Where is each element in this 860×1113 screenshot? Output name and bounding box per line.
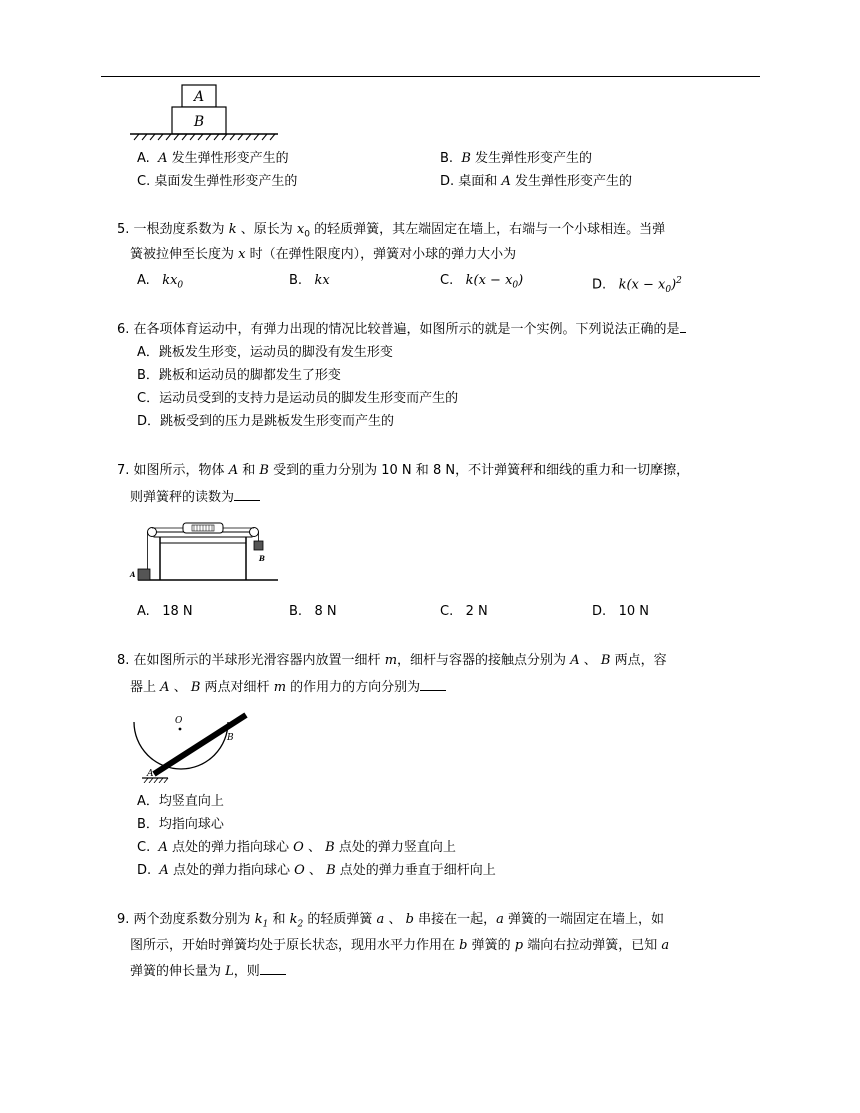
q7-option-c[interactable]: C. 2 N	[440, 604, 488, 619]
center-o-label: O	[175, 716, 183, 726]
q5-option-d[interactable]: D. $k(x - x_0)^2$	[592, 276, 682, 295]
q7-option-b[interactable]: B. 8 N	[289, 604, 337, 619]
q5-option-b[interactable]: B. kx	[289, 273, 330, 288]
q8-option-b[interactable]: B．均指向球心	[137, 817, 224, 832]
q8-option-d[interactable]: D. A 点处的弹力指向球心 O 、 B 点处的弹力垂直于细杆向上	[137, 863, 496, 878]
q6-option-d[interactable]: D．跳板受到的压力是跳板发生形变而产生的	[137, 414, 395, 429]
q6-option-c[interactable]: C．运动员受到的支持力是运动员的脚发生形变而产生的	[137, 391, 459, 406]
q7-option-a[interactable]: A. 18 N	[137, 604, 193, 619]
stacked-blocks-figure	[128, 84, 280, 144]
q7-stem-line1: 7. 如图所示，物体 A 和 B 受到的重力分别为 10 N 和 8 N，不计弹簧秤和细线的重力和一切摩擦，	[117, 463, 690, 478]
q7-option-d[interactable]: D. 10 N	[592, 604, 649, 619]
point-b-label: B	[227, 733, 234, 743]
q4-option-a[interactable]: A. A 发生弹性形变产生的	[137, 151, 289, 166]
block-a-label: A	[130, 570, 136, 579]
q9-stem-line2: 图所示，开始时弹簧均处于原长状态，现用水平力作用在 b 弹簧的 p 端向右拉动弹簧，已知 a	[130, 938, 670, 953]
q8-stem-line2: 器上 A 、 B 两点对细杆 m 的作用力的方向分别为	[130, 678, 446, 697]
q7-stem-line2: 则弹簧秤的读数为	[130, 488, 260, 507]
q5-option-a[interactable]: A. $kx_0$	[137, 273, 184, 291]
answer-blank[interactable]	[680, 320, 686, 333]
block-a-label: A	[193, 89, 205, 105]
block-b-label: B	[259, 554, 265, 563]
q6-stem: 6. 在各项体育运动中，有弹力出现的情况比较普遍，如图所示的就是一个实例。下列说法正确的是	[117, 320, 686, 339]
q6-option-b[interactable]: B．跳板和运动员的脚都发生了形变	[137, 368, 341, 383]
q6-option-a[interactable]: A．跳板发生形变，运动员的脚没有发生形变	[137, 345, 393, 360]
q8-stem-line1: 8. 在如图所示的半球形光滑容器内放置一细杆 m，细杆与容器的接触点分别为 A 、 B 两点，容	[117, 653, 667, 668]
q8-option-a[interactable]: A．均竖直向上	[137, 794, 224, 809]
hemisphere-rod-figure	[128, 708, 250, 783]
answer-blank[interactable]	[234, 488, 260, 501]
q9-stem-line1: 9. 两个劲度系数分别为 $k_1$ 和 $k_2$ 的轻质弹簧 a 、 b 串接在一起，a 弹簧的一端固定在墙上，如	[117, 912, 665, 930]
spring-scale-figure	[128, 519, 280, 589]
answer-blank[interactable]	[420, 678, 446, 691]
q9-stem-line3: 弹簧的伸长量为 L，则	[130, 962, 286, 981]
header-rule	[101, 76, 760, 77]
point-a-label: A	[147, 769, 154, 779]
q4-option-d[interactable]: D. 桌面和 A 发生弹性形变产生的	[440, 174, 632, 189]
q4-option-b[interactable]: B. B 发生弹性形变产生的	[440, 151, 593, 166]
q4-option-c[interactable]: C. 桌面发生弹性形变产生的	[137, 174, 298, 189]
q5-stem-line2: 簧被拉伸至长度为 x 时（在弹性限度内），弹簧对小球的弹力大小为	[130, 247, 517, 262]
answer-blank[interactable]	[260, 962, 286, 975]
q5-stem-line1: 5. 一根劲度系数为 k 、原长为 $x_0$ 的轻质弹簧，其左端固定在墙上，右端与一个小球相连。当弹	[117, 222, 666, 240]
q5-option-c[interactable]: C. $k(x - x_0)$	[440, 273, 524, 291]
block-b-label: B	[193, 114, 205, 130]
q8-option-c[interactable]: C. A 点处的弹力指向球心 O 、 B 点处的弹力竖直向上	[137, 840, 456, 855]
